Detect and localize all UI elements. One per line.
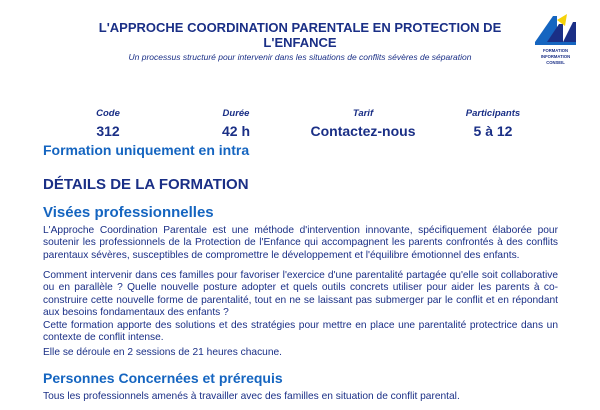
vises-paragraph-1: L'Approche Coordination Parentale est une méthode d'intervention innovante, spécifiquement élaborée pour soutenir les professionnels de la Protection de l'Enfance qui accompagnent les parents confrontés à des conflits parentaux sévères, susceptibles de compromettre le développement et l'équilibre émotionnel des enfants.	[43, 225, 558, 261]
personnes-heading: Personnes Concernées et prérequis	[43, 370, 283, 386]
vises-paragraph-4: Elle se déroule en 2 sessions de 21 heures chacune.	[43, 347, 282, 358]
details-heading: DÉTAILS DE LA FORMATION	[43, 176, 249, 193]
stat-value: 312	[96, 123, 120, 139]
stat-value: 42 h	[221, 123, 250, 139]
stat-label: Durée	[222, 108, 250, 119]
vises-heading: Visées professionnelles	[43, 204, 214, 221]
logo-line-3: CONSEIL	[546, 60, 565, 65]
personnes-text: Tous les professionnels amenés à travailler avec des familles en situation de conflit parental.	[43, 391, 460, 402]
logo-line-2: INFORMATION	[540, 54, 571, 59]
stat-label: Participants	[465, 108, 521, 119]
page-title	[90, 20, 510, 50]
title-line-1: L'APPROCHE COORDINATION PARENTALE EN PROTECTION DE	[98, 20, 502, 35]
stat-duree	[166, 108, 306, 140]
vises-paragraph-2: Comment intervenir dans ces familles pour favoriser l'exercice d'une parentalité partagée qu'elle soit collaborative ou en parallèle ? Quelle nouvelle posture adopter et quels outils concrets utiliser pour aider les parents à co-construire cette nouvelle forme de parentalité, tout en ne se laissant pas submerger par le conflit et en répondant aux besoins fondamentaux des enfants ?	[43, 270, 558, 318]
organization-logo	[533, 12, 578, 72]
formation-type: Formation uniquement en intra	[43, 142, 250, 158]
stat-value: 5 à 12	[473, 123, 513, 139]
stat-value: Contactez-nous	[310, 123, 416, 139]
title-line-2: L'ENFANCE	[263, 35, 337, 50]
stat-participants	[423, 108, 563, 140]
logo-line-1: FORMATION	[542, 48, 569, 53]
stat-label: Tarif	[352, 108, 374, 119]
page-subtitle: Un processus structuré pour intervenir dans les situations de conflits sévères de séparation	[128, 52, 472, 62]
stat-code	[38, 108, 178, 140]
stat-label: Code	[96, 108, 120, 119]
page-header	[90, 20, 510, 62]
stat-tarif	[293, 108, 433, 140]
vises-paragraph-3: Cette formation apporte des solutions et des stratégies pour mettre en place une parentalité protectrice dans un contexte de conflit intense.	[43, 320, 558, 344]
